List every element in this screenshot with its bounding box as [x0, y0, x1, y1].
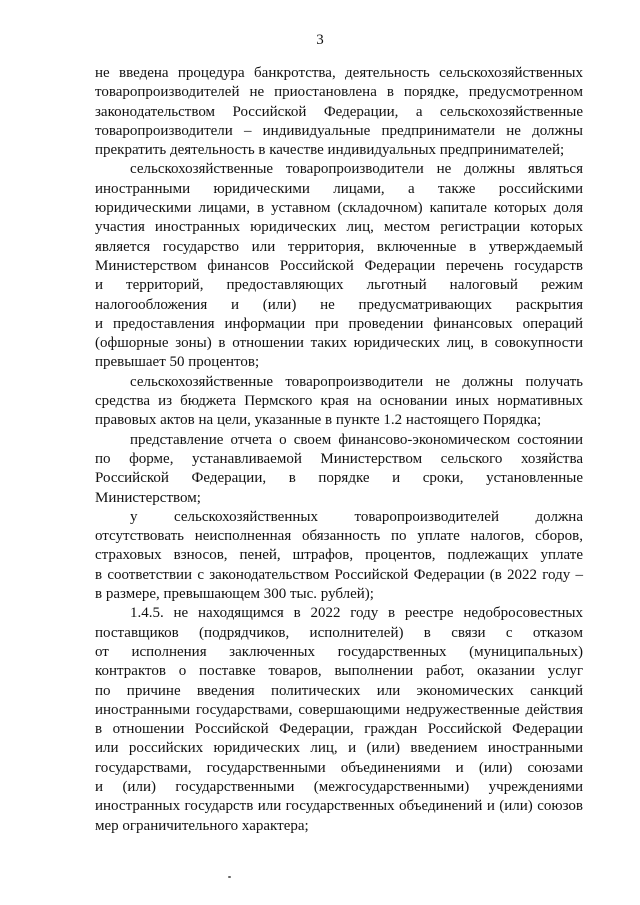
text-line: Министерством; — [95, 489, 201, 506]
scan-speck — [228, 876, 231, 878]
text-line: товаропроизводителей не приостановлена в порядке, предусмотренном — [95, 84, 583, 101]
text-line: сельскохозяйственные товаропроизводители не должны являться — [130, 161, 583, 178]
document-body — [95, 64, 583, 836]
text-line: Министерством финансов Российской Федерации перечень государств — [95, 257, 583, 274]
text-line: в размере, превышающем 300 тыс. рублей); — [95, 586, 374, 603]
text-line: мер ограничительного характера; — [95, 817, 309, 834]
text-line: (офшорные зоны) в отношении таких юридических лиц, в совокупности — [95, 335, 583, 352]
text-line: не введена процедура банкротства, деятельность сельскохозяйственных — [95, 65, 583, 81]
text-line: товаропроизводители – индивидуальные предприниматели не должны — [95, 122, 583, 139]
text-line: и предоставления информации при проведении финансовых операций — [95, 315, 583, 332]
text-line: поставщиков (подрядчиков, исполнителей) в связи с отказом — [95, 624, 583, 641]
text-line: прекратить деятельность в качестве индивидуальных предпринимателей; — [95, 142, 565, 159]
text-line: сельскохозяйственные товаропроизводители не должны получать — [130, 373, 583, 390]
text-line: 1.4.5. не находящимся в 2022 году в реестре недобросовестных — [130, 605, 583, 622]
text-line: представление отчета о своем финансово-экономическом состоянии — [130, 431, 583, 448]
text-line: государствами, государственными объединениями и (или) союзами — [95, 759, 583, 776]
text-line: превышает 50 процентов; — [95, 354, 260, 371]
text-line: иностранных государств или государственных объединений и (или) союзов — [95, 798, 583, 815]
text-line: по причине введения политических или экономических санкций — [95, 682, 583, 699]
text-line: иностранными юридическими лицами, а также российскими — [95, 180, 583, 197]
text-line: у сельскохозяйственных товаропроизводителей должна — [130, 508, 583, 525]
text-line: по форме, устанавливаемой Министерством сельского хозяйства — [95, 450, 583, 467]
text-line: налогообложения и (или) не предусматривающих раскрытия — [95, 296, 583, 313]
text-line: и (или) государственными (межгосударственными) учреждениями — [95, 778, 583, 795]
text-line: участия иностранных юридических лиц, местом регистрации которых — [95, 219, 583, 236]
text-line: контрактов о поставке товаров, выполнении работ, оказании услуг — [95, 663, 583, 680]
text-line: средства из бюджета Пермского края на основании иных нормативных — [95, 393, 583, 410]
page-number: 3 — [316, 32, 324, 48]
text-line: иностранными государствами, совершающими недружественные действия — [95, 701, 583, 718]
text-line: от исполнения заключенных государственных (муниципальных) — [95, 643, 583, 660]
text-line: или российских юридических лиц, и (или) введением иностранными — [95, 740, 583, 757]
text-line: страховых взносов, пеней, штрафов, процентов, подлежащих уплате — [95, 547, 583, 564]
text-line: правовых актов на цели, указанные в пункте 1.2 настоящего Порядка; — [95, 412, 542, 429]
text-line: юридическими лицами, в уставном (складочном) капитале которых доля — [95, 200, 583, 217]
text-line: законодательством Российской Федерации, а сельскохозяйственные — [95, 103, 583, 120]
text-line: Российской Федерации, в порядке и сроки, установленные — [95, 470, 583, 487]
text-line: отсутствовать неисполненная обязанность по уплате налогов, сборов, — [95, 528, 583, 545]
text-line: и территорий, предоставляющих льготный налоговый режим — [95, 277, 583, 294]
text-line: в отношении Российской Федерации, граждан Российской Федерации — [95, 721, 583, 738]
text-line: является государство или территория, включенные в утверждаемый — [95, 238, 583, 255]
text-line: в соответствии с законодательством Российской Федерации (в 2022 году – — [95, 566, 583, 583]
